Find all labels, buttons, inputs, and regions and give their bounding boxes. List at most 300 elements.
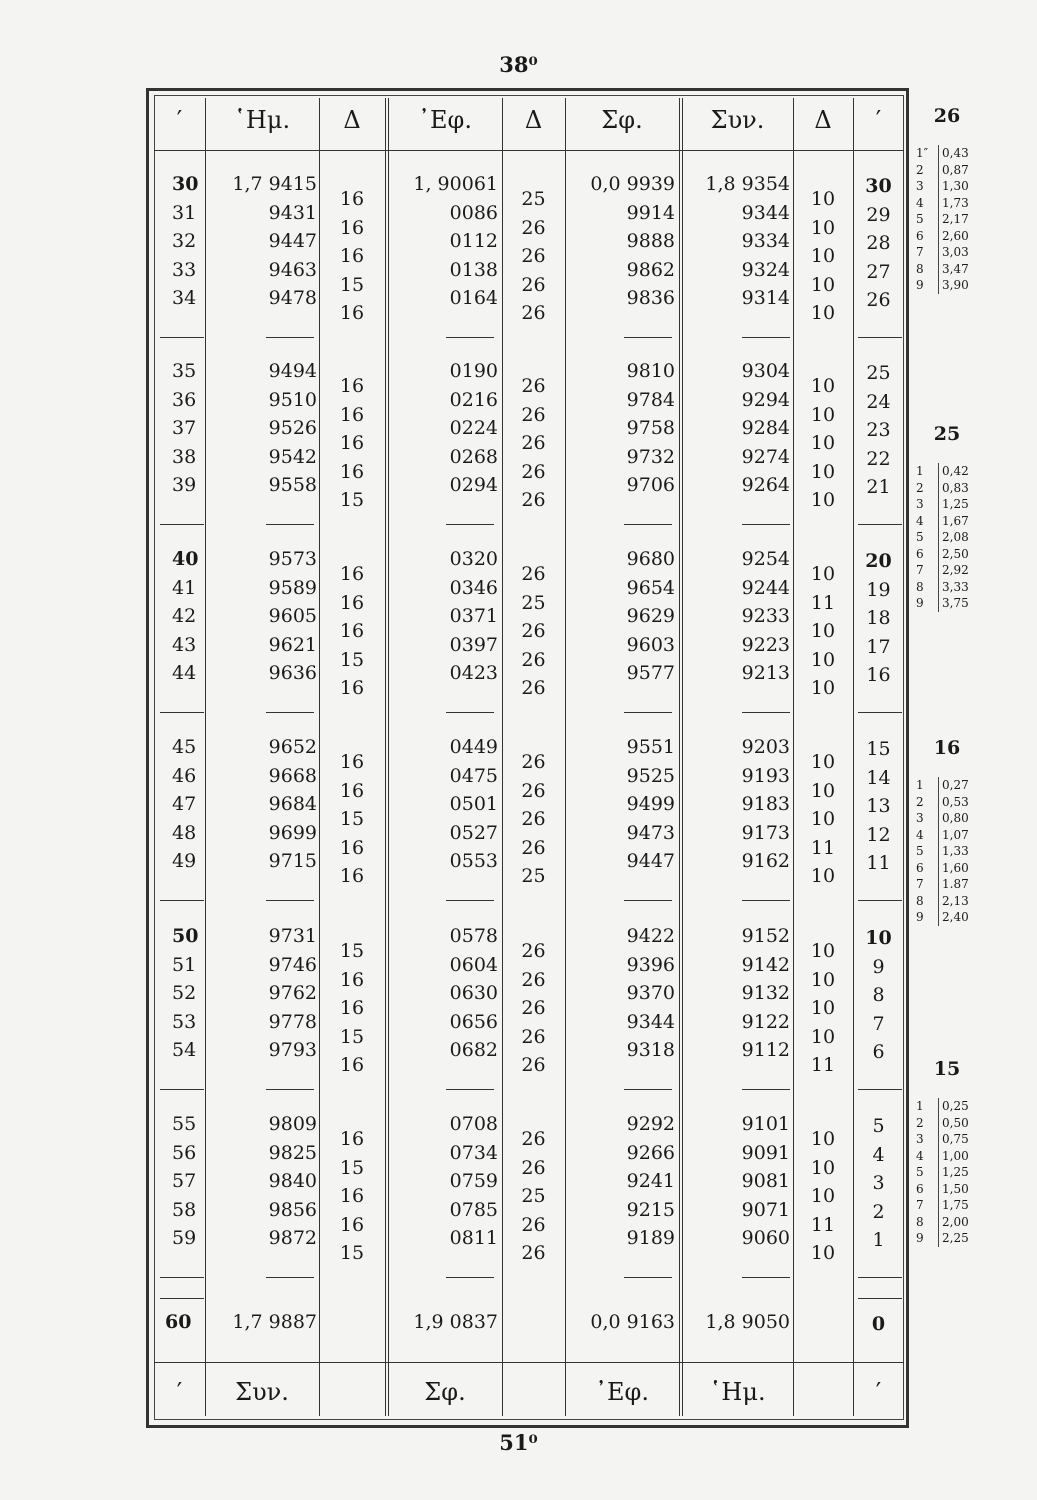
delta-tan-value: 26: [521, 216, 546, 239]
log-cot-value: 9706: [626, 474, 675, 496]
proportional-multiplier: 4: [916, 1148, 924, 1163]
log-sin-value: 9431: [268, 201, 317, 224]
delta-sin-value: 15: [339, 648, 365, 671]
delta-cos-value: 10: [810, 677, 836, 699]
log-sin-value: 9715: [268, 850, 317, 872]
proportional-multiplier: 7: [916, 877, 924, 891]
group-separator: [742, 712, 790, 713]
group-separator: [446, 1277, 494, 1278]
log-sin-value: 1,7 9415: [232, 173, 317, 195]
proportional-value: 0,43: [942, 146, 969, 160]
minute-value: 30: [172, 173, 199, 195]
log-cot-value: 9629: [626, 605, 675, 627]
minute-value: 36: [172, 388, 197, 411]
group-separator: [742, 1277, 790, 1278]
log-sin-value: 9699: [268, 821, 317, 844]
header-minutes: ′: [176, 106, 183, 134]
group-separator: [742, 1089, 790, 1090]
delta-tan-value: 25: [521, 591, 546, 614]
group-separator: [624, 1089, 672, 1090]
proportional-value: 0,53: [942, 794, 969, 809]
log-cos-value: 9193: [741, 764, 790, 787]
minute-value-right: 9: [872, 955, 885, 978]
group-separator: [858, 337, 902, 338]
minute-value-right: 26: [866, 289, 891, 311]
delta-cos-value: 11: [810, 1213, 836, 1236]
group-separator: [446, 524, 494, 525]
log-cot-value: 9422: [626, 925, 675, 947]
minute-value-right: 19: [866, 578, 891, 601]
proportional-multiplier: 3: [916, 497, 924, 511]
log-cos-value: 9071: [741, 1198, 790, 1221]
proportional-multiplier: 7: [916, 563, 924, 577]
proportional-multiplier: 6: [916, 228, 924, 243]
delta-cos-value: 10: [810, 563, 836, 585]
delta-tan-value: 26: [521, 489, 546, 511]
log-sin-value: 9684: [268, 793, 317, 815]
log-cos-value: 9244: [741, 576, 790, 599]
log-cot-value: 0,0 9939: [590, 173, 675, 195]
proportional-multiplier: 1″: [916, 146, 929, 160]
delta-tan-value: 26: [521, 751, 546, 773]
proportional-multiplier: 9: [916, 596, 924, 610]
log-tan-value: 0112: [449, 230, 498, 252]
delta-cos-value: 10: [810, 273, 836, 296]
proportional-multiplier: 2: [916, 794, 924, 809]
proportional-value: 2,40: [942, 910, 969, 924]
minute-value: 59: [172, 1227, 197, 1249]
log-tan-value: 0578: [449, 925, 498, 947]
proportional-value: 1.87: [942, 877, 969, 891]
log-sin-value: 9589: [268, 576, 317, 599]
footer-minutes-right: ′: [875, 1378, 882, 1406]
minute-value-right: 15: [866, 738, 891, 760]
proportional-value: 1,07: [942, 827, 969, 842]
proportional-multiplier: 2: [916, 480, 924, 495]
log-sin-value: 9573: [268, 548, 317, 570]
log-tan-value: 0086: [449, 201, 498, 224]
delta-sin-value: 16: [339, 302, 365, 324]
minute-value-right: 28: [866, 232, 891, 254]
minute-value-right: 1: [872, 1229, 885, 1251]
group-separator: [742, 524, 790, 525]
proportional-multiplier: 3: [916, 179, 924, 193]
proportional-table-divider: [938, 145, 939, 294]
proportional-multiplier: 8: [916, 1214, 924, 1229]
proportional-multiplier: 8: [916, 579, 924, 594]
group-separator: [858, 1298, 902, 1299]
proportional-value: 0,25: [942, 1099, 969, 1113]
header-cot: Σφ.: [601, 106, 643, 134]
minute-value-right: 25: [866, 362, 891, 384]
header-tan: ᾿Εφ.: [418, 106, 472, 134]
log-cot-value: 9758: [626, 417, 675, 439]
delta-tan-value: 26: [521, 620, 546, 642]
log-cot-value: 9241: [626, 1170, 675, 1192]
proportional-value: 3,33: [942, 579, 969, 594]
log-cos-value: 9152: [741, 925, 790, 947]
delta-tan-value: 26: [521, 1156, 546, 1179]
delta-sin-value: 15: [339, 1156, 365, 1179]
proportional-multiplier: 1: [916, 778, 924, 792]
log-sin-value: 9526: [268, 417, 317, 439]
log-tan-value: 0811: [449, 1227, 498, 1249]
minute-value-right: 16: [866, 664, 891, 686]
proportional-value: 3,90: [942, 278, 969, 292]
minute-value-right: 8: [872, 984, 885, 1006]
minute-value: 35: [172, 360, 197, 382]
log-cot-value: 9577: [626, 662, 675, 684]
proportional-multiplier: 2: [916, 162, 924, 177]
log-cot-value: 0,0 9163: [590, 1311, 675, 1333]
header-delta-2: Δ: [524, 106, 543, 134]
log-cot-value: 9654: [626, 576, 675, 599]
minute-value-right: 5: [872, 1115, 885, 1137]
minute-value: 40: [172, 548, 199, 570]
log-tan-value: 0371: [449, 605, 498, 627]
log-tan-value: 0346: [449, 576, 498, 599]
log-sin-value: 9856: [268, 1198, 317, 1221]
minute-value-right: 2: [872, 1200, 885, 1223]
log-sin-value: 9636: [268, 662, 317, 684]
minute-value-right: 11: [866, 852, 891, 874]
log-cot-value: 9914: [626, 201, 675, 224]
group-separator: [624, 1277, 672, 1278]
log-cot-value: 9525: [626, 764, 675, 787]
delta-sin-value: 16: [339, 375, 365, 397]
page-complement-degree: 51⁰: [499, 1430, 538, 1455]
header-delta-1: Δ: [343, 106, 361, 134]
minute-value-right: 7: [872, 1012, 885, 1035]
proportional-value: 0,87: [942, 162, 969, 177]
proportional-multiplier: 5: [916, 530, 924, 544]
delta-tan-value: 26: [521, 1128, 546, 1150]
log-cos-value: 9314: [741, 287, 790, 309]
log-cot-value: 9370: [626, 982, 675, 1004]
log-tan-value: 0294: [449, 474, 498, 496]
group-separator: [624, 337, 672, 338]
log-sin-value: 9447: [268, 230, 317, 252]
proportional-value: 2,17: [942, 212, 969, 226]
proportional-table-heading: 16: [933, 737, 961, 759]
delta-tan-value: 26: [521, 1025, 546, 1048]
log-cot-value: 9810: [626, 360, 675, 382]
group-separator: [446, 1089, 494, 1090]
footer-cos: Συν.: [235, 1378, 289, 1406]
log-tan-value: 0708: [449, 1113, 498, 1135]
log-sin-value: 9605: [268, 605, 317, 627]
delta-cos-value: 10: [810, 779, 836, 802]
log-sin-value: 9652: [268, 736, 317, 758]
delta-sin-value: 16: [339, 563, 365, 585]
log-tan-value: 0604: [449, 953, 498, 976]
proportional-multiplier: 4: [916, 195, 924, 210]
delta-cos-value: 10: [810, 1242, 836, 1264]
proportional-multiplier: 1: [916, 464, 924, 478]
delta-sin-value: 16: [339, 779, 365, 802]
group-separator: [858, 1277, 902, 1278]
delta-sin-value: 16: [339, 865, 365, 887]
minute-value: 54: [172, 1039, 197, 1061]
log-cos-value: 9233: [741, 605, 790, 627]
log-cos-value: 9091: [741, 1141, 790, 1164]
proportional-multiplier: 4: [916, 827, 924, 842]
minute-value-right: 21: [866, 476, 891, 498]
proportional-multiplier: 7: [916, 245, 924, 259]
delta-cos-value: 10: [810, 216, 836, 239]
proportional-value: 1,25: [942, 497, 969, 511]
minute-value-right: 23: [866, 419, 891, 441]
proportional-multiplier: 3: [916, 1132, 924, 1146]
log-tan-value: 0268: [449, 445, 498, 468]
minute-value-right: 10: [865, 927, 892, 949]
proportional-value: 2,08: [942, 530, 969, 544]
proportional-value: 1,67: [942, 513, 969, 528]
footer-tan: ᾿Εφ.: [595, 1378, 649, 1406]
delta-tan-value: 26: [521, 432, 546, 454]
log-tan-value: 0320: [449, 548, 498, 570]
delta-sin-value: 16: [339, 460, 365, 483]
group-separator: [160, 1089, 204, 1090]
log-sin-value: 9558: [268, 474, 317, 496]
delta-tan-value: 26: [521, 1054, 546, 1076]
group-separator: [858, 524, 902, 525]
delta-tan-value: 25: [521, 188, 546, 210]
proportional-multiplier: 5: [916, 844, 924, 858]
minute-value-right: 12: [866, 823, 891, 846]
proportional-value: 0,80: [942, 811, 969, 825]
log-tan-value: 0397: [449, 633, 498, 656]
log-cot-value: 9836: [626, 287, 675, 309]
minute-value-right: 24: [866, 390, 891, 413]
delta-sin-value: 15: [339, 1242, 365, 1264]
proportional-multiplier: 1: [916, 1099, 924, 1113]
minute-value-right: 6: [872, 1041, 885, 1063]
log-cos-value: 9081: [741, 1170, 790, 1192]
delta-sin-value: 16: [339, 620, 365, 642]
delta-cos-value: 10: [810, 432, 836, 454]
delta-tan-value: 26: [521, 1213, 546, 1236]
delta-cos-value: 10: [810, 808, 836, 830]
group-separator: [160, 900, 204, 901]
proportional-value: 0,75: [942, 1132, 969, 1146]
log-cos-value: 9294: [741, 388, 790, 411]
delta-sin-value: 16: [339, 1185, 365, 1207]
delta-cos-value: 10: [810, 968, 836, 991]
delta-sin-value: 16: [339, 1213, 365, 1236]
delta-cos-value: 10: [810, 460, 836, 483]
header-cos: Συν.: [710, 106, 765, 134]
proportional-value: 1,73: [942, 195, 969, 210]
delta-cos-value: 10: [810, 245, 836, 267]
log-sin-value: 9872: [268, 1227, 317, 1249]
delta-sin-value: 16: [339, 432, 365, 454]
minute-value-right: 0: [871, 1313, 886, 1335]
group-separator: [160, 1277, 204, 1278]
minute-value: 32: [172, 230, 197, 252]
proportional-multiplier: 6: [916, 546, 924, 561]
minute-value: 56: [172, 1141, 197, 1164]
group-separator: [160, 1298, 204, 1299]
minute-value: 50: [172, 925, 199, 947]
log-sin-value: 9825: [268, 1141, 317, 1164]
delta-tan-value: 26: [521, 460, 546, 483]
log-tan-value: 0138: [449, 258, 498, 281]
delta-tan-value: 26: [521, 1242, 546, 1264]
log-cos-value: 9203: [741, 736, 790, 758]
minute-value: 58: [172, 1198, 197, 1221]
proportional-value: 1,75: [942, 1198, 969, 1212]
delta-cos-value: 10: [810, 648, 836, 671]
minute-value: 42: [172, 605, 197, 627]
proportional-multiplier: 3: [916, 811, 924, 825]
delta-cos-value: 10: [810, 620, 836, 642]
log-cot-value: 9396: [626, 953, 675, 976]
log-tan-value: 0224: [449, 417, 498, 439]
group-separator: [446, 900, 494, 901]
log-cot-value: 9292: [626, 1113, 675, 1135]
log-sin-value: 9778: [268, 1010, 317, 1033]
delta-cos-value: 10: [810, 997, 836, 1019]
log-tan-value: 0630: [449, 982, 498, 1004]
delta-tan-value: 25: [521, 865, 546, 887]
delta-cos-value: 10: [810, 940, 836, 962]
delta-tan-value: 25: [521, 1185, 546, 1207]
log-cos-value: 1,8 9050: [705, 1311, 790, 1333]
minute-value-right: 13: [866, 795, 891, 817]
group-separator: [624, 900, 672, 901]
proportional-value: 3,03: [942, 245, 969, 259]
log-cos-value: 9142: [741, 953, 790, 976]
minute-value-right: 17: [866, 635, 891, 658]
minute-value: 43: [172, 633, 197, 656]
group-separator: [266, 524, 314, 525]
delta-cos-value: 11: [810, 1054, 836, 1076]
proportional-multiplier: 8: [916, 261, 924, 276]
log-cos-value: 9213: [741, 662, 790, 684]
log-sin-value: 9510: [268, 388, 317, 411]
log-cot-value: 9344: [626, 1010, 675, 1033]
minute-value: 49: [172, 850, 197, 872]
minute-value: 60: [165, 1311, 192, 1333]
delta-sin-value: 15: [339, 940, 365, 962]
log-cos-value: 9324: [741, 258, 790, 281]
log-cos-value: 9223: [741, 633, 790, 656]
log-cos-value: 9112: [741, 1039, 790, 1061]
log-cos-value: 9162: [741, 850, 790, 872]
log-cos-value: 9183: [741, 793, 790, 815]
proportional-table-heading: 26: [933, 105, 961, 127]
log-sin-value: 9542: [268, 445, 317, 468]
footer-rule: [154, 1362, 904, 1363]
log-tan-value: 1, 90061: [413, 173, 498, 195]
log-cos-value: 9344: [741, 201, 790, 224]
header-rule: [154, 150, 904, 151]
delta-sin-value: 15: [339, 489, 365, 511]
minute-value: 45: [172, 736, 197, 758]
delta-tan-value: 26: [521, 997, 546, 1019]
delta-sin-value: 16: [339, 1128, 365, 1150]
group-separator: [624, 524, 672, 525]
minute-value: 37: [172, 417, 197, 439]
log-sin-value: 9840: [268, 1170, 317, 1192]
minute-value: 34: [172, 287, 197, 309]
col-divider: [385, 98, 386, 1416]
log-cot-value: 9447: [626, 850, 675, 872]
delta-sin-value: 16: [339, 403, 365, 426]
log-sin-value: 9793: [268, 1039, 317, 1061]
delta-sin-value: 16: [339, 216, 365, 239]
minute-value-right: 27: [866, 260, 891, 283]
minute-value-right: 14: [866, 766, 891, 789]
delta-cos-value: 10: [810, 1025, 836, 1048]
proportional-multiplier: 4: [916, 513, 924, 528]
log-tan-value: 0164: [449, 287, 498, 309]
proportional-value: 2,92: [942, 563, 969, 577]
proportional-value: 2,25: [942, 1231, 969, 1245]
log-sin-value: 9478: [268, 287, 317, 309]
log-tan-value: 0759: [449, 1170, 498, 1192]
delta-cos-value: 11: [810, 836, 836, 859]
log-cos-value: 9304: [741, 360, 790, 382]
log-tan-value: 1,9 0837: [413, 1311, 498, 1333]
group-separator: [446, 337, 494, 338]
proportional-value: 1,30: [942, 179, 969, 193]
proportional-value: 1,60: [942, 860, 969, 875]
delta-cos-value: 10: [810, 1185, 836, 1207]
log-tan-value: 0734: [449, 1141, 498, 1164]
delta-tan-value: 26: [521, 779, 546, 802]
log-cos-value: 9254: [741, 548, 790, 570]
delta-cos-value: 10: [810, 375, 836, 397]
proportional-value: 2,13: [942, 893, 969, 908]
log-cot-value: 9732: [626, 445, 675, 468]
log-tan-value: 0785: [449, 1198, 498, 1221]
delta-cos-value: 10: [810, 489, 836, 511]
delta-sin-value: 16: [339, 591, 365, 614]
log-tan-value: 0475: [449, 764, 498, 787]
log-cos-value: 9173: [741, 821, 790, 844]
delta-sin-value: 16: [339, 968, 365, 991]
group-separator: [858, 1089, 902, 1090]
proportional-multiplier: 6: [916, 860, 924, 875]
header-delta-3: Δ: [814, 106, 832, 134]
log-tan-value: 0527: [449, 821, 498, 844]
proportional-value: 1,50: [942, 1181, 969, 1196]
log-cos-value: 9101: [741, 1113, 790, 1135]
header-minutes-right: ′: [875, 106, 882, 134]
footer-cot: Σφ.: [424, 1378, 466, 1406]
delta-tan-value: 26: [521, 648, 546, 671]
proportional-multiplier: 9: [916, 910, 924, 924]
minute-value-right: 20: [865, 550, 892, 572]
delta-cos-value: 10: [810, 865, 836, 887]
delta-tan-value: 26: [521, 563, 546, 585]
delta-tan-value: 26: [521, 968, 546, 991]
proportional-value: 2,60: [942, 228, 969, 243]
delta-cos-value: 10: [810, 1128, 836, 1150]
proportional-multiplier: 5: [916, 212, 924, 226]
group-separator: [742, 337, 790, 338]
proportional-multiplier: 5: [916, 1165, 924, 1179]
log-sin-value: 9731: [268, 925, 317, 947]
log-tan-value: 0682: [449, 1039, 498, 1061]
minute-value: 57: [172, 1170, 197, 1192]
log-sin-value: 9746: [268, 953, 317, 976]
minute-value: 51: [172, 953, 197, 976]
delta-tan-value: 26: [521, 375, 546, 397]
proportional-value: 3,47: [942, 261, 969, 276]
